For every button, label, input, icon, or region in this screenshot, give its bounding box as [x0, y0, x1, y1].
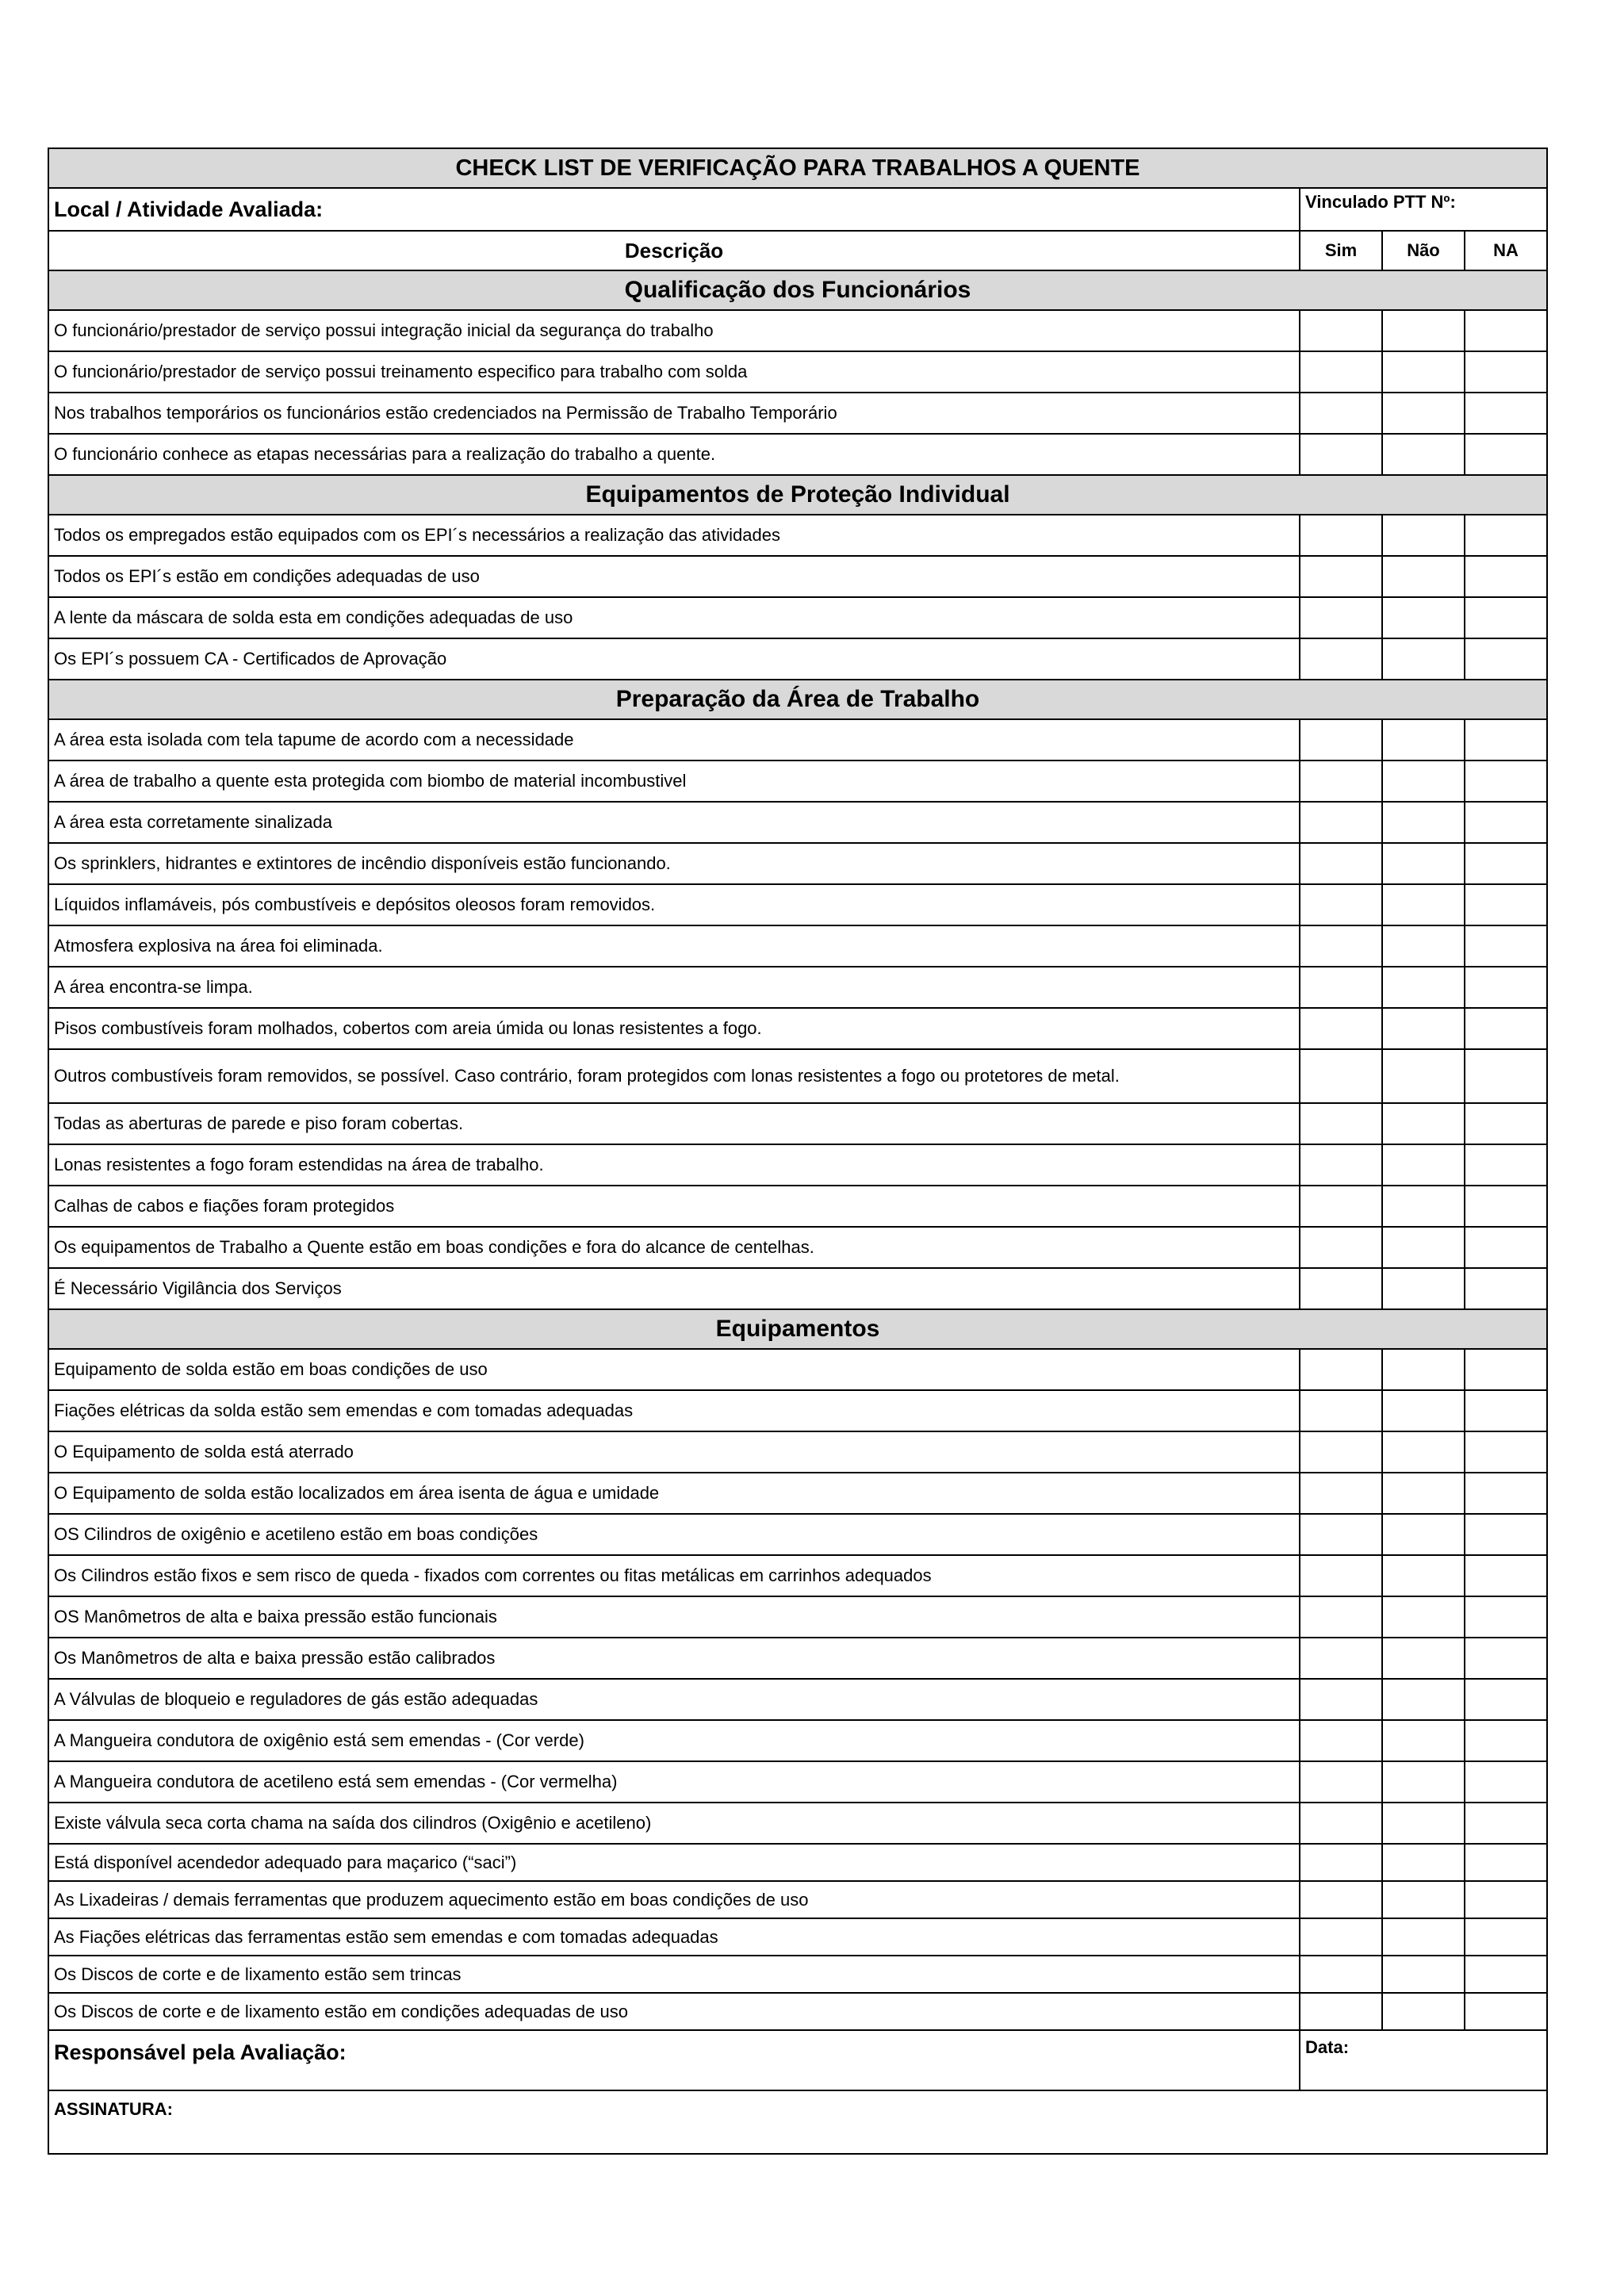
na-checkbox-cell[interactable]: [1465, 1720, 1547, 1761]
nao-checkbox-cell[interactable]: [1382, 1761, 1465, 1803]
na-checkbox-cell[interactable]: [1465, 597, 1547, 638]
na-checkbox-cell[interactable]: [1465, 1555, 1547, 1596]
sim-checkbox-cell[interactable]: [1300, 802, 1382, 843]
sim-checkbox-cell[interactable]: [1300, 310, 1382, 351]
checklist-table: [48, 148, 1548, 2155]
na-checkbox-cell[interactable]: [1465, 1390, 1547, 1431]
checklist-item-row: [48, 1390, 1547, 1431]
nao-checkbox-cell[interactable]: [1382, 1918, 1465, 1956]
checklist-item-text: Lonas resistentes a fogo foram estendidas na área de trabalho.: [48, 1144, 1300, 1186]
nao-checkbox-cell[interactable]: [1382, 1103, 1465, 1144]
sim-checkbox-cell[interactable]: [1300, 925, 1382, 967]
checklist-item-row: [48, 843, 1547, 884]
checklist-item-row: [48, 1349, 1547, 1390]
na-checkbox-cell[interactable]: [1465, 351, 1547, 393]
nao-checkbox-cell[interactable]: [1382, 1049, 1465, 1103]
checklist-item-row: [48, 638, 1547, 680]
checklist-item-row: [48, 1956, 1547, 1993]
sim-checkbox-cell[interactable]: [1300, 1390, 1382, 1431]
data-field[interactable]: Data:: [1300, 2030, 1547, 2090]
checklist-item-row: [48, 1761, 1547, 1803]
checklist-item-row: [48, 1144, 1547, 1186]
nao-checkbox-cell[interactable]: [1382, 925, 1465, 967]
checklist-item-text: Líquidos inflamáveis, pós combustíveis e depósitos oleosos foram removidos.: [48, 884, 1300, 925]
checklist-item-text: A Mangueira condutora de acetileno está sem emendas - (Cor vermelha): [48, 1761, 1300, 1803]
na-checkbox-cell[interactable]: [1465, 434, 1547, 475]
checklist-item-text: OS Manômetros de alta e baixa pressão estão funcionais: [48, 1596, 1300, 1638]
descricao-header: Descrição: [48, 231, 1300, 270]
checklist-item-text: A área esta isolada com tela tapume de acordo com a necessidade: [48, 719, 1300, 761]
nao-checkbox-cell[interactable]: [1382, 434, 1465, 475]
sim-checkbox-cell[interactable]: [1300, 1638, 1382, 1679]
checklist-item-text: Todas as aberturas de parede e piso foram cobertas.: [48, 1103, 1300, 1144]
checklist-item-text: O funcionário conhece as etapas necessárias para a realização do trabalho a quente.: [48, 434, 1300, 475]
checklist-item-text: O funcionário/prestador de serviço possui treinamento especifico para trabalho com solda: [48, 351, 1300, 393]
checklist-item-text: Fiações elétricas da solda estão sem emendas e com tomadas adequadas: [48, 1390, 1300, 1431]
checklist-item-text: Os Discos de corte e de lixamento estão sem trincas: [48, 1956, 1300, 1993]
nao-checkbox-cell[interactable]: [1382, 393, 1465, 434]
nao-checkbox-cell[interactable]: [1382, 1993, 1465, 2030]
na-checkbox-cell[interactable]: [1465, 1144, 1547, 1186]
checklist-item-text: É Necessário Vigilância dos Serviços: [48, 1268, 1300, 1309]
sim-header: Sim: [1300, 231, 1382, 270]
sim-checkbox-cell[interactable]: [1300, 1761, 1382, 1803]
sim-checkbox-cell[interactable]: [1300, 597, 1382, 638]
na-checkbox-cell[interactable]: [1465, 1596, 1547, 1638]
vinculado-ptt-field[interactable]: Vinculado PTT Nº:: [1300, 188, 1547, 231]
checklist-item-row: [48, 1227, 1547, 1268]
checklist-item-row: [48, 967, 1547, 1008]
na-checkbox-cell[interactable]: [1465, 556, 1547, 597]
checklist-item-text: Está disponível acendedor adequado para maçarico (“saci”): [48, 1844, 1300, 1881]
na-checkbox-cell[interactable]: [1465, 638, 1547, 680]
checklist-item-text: O Equipamento de solda está aterrado: [48, 1431, 1300, 1473]
checklist-item-row: [48, 1008, 1547, 1049]
nao-checkbox-cell[interactable]: [1382, 1390, 1465, 1431]
checklist-item-text: Calhas de cabos e fiações foram protegidos: [48, 1186, 1300, 1227]
nao-checkbox-cell[interactable]: [1382, 1227, 1465, 1268]
nao-checkbox-cell[interactable]: [1382, 1803, 1465, 1844]
sim-checkbox-cell[interactable]: [1300, 761, 1382, 802]
nao-checkbox-cell[interactable]: [1382, 1844, 1465, 1881]
sim-checkbox-cell[interactable]: [1300, 434, 1382, 475]
checklist-item-row: [48, 556, 1547, 597]
checklist-item-text: Os EPI´s possuem CA - Certificados de Aprovação: [48, 638, 1300, 680]
nao-checkbox-cell[interactable]: [1382, 638, 1465, 680]
nao-checkbox-cell[interactable]: [1382, 310, 1465, 351]
na-checkbox-cell[interactable]: [1465, 1103, 1547, 1144]
na-checkbox-cell[interactable]: [1465, 393, 1547, 434]
checklist-item-row: [48, 434, 1547, 475]
checklist-item-text: A área esta corretamente sinalizada: [48, 802, 1300, 843]
na-checkbox-cell[interactable]: [1465, 1956, 1547, 1993]
na-header: NA: [1465, 231, 1547, 270]
checklist-item-text: As Lixadeiras / demais ferramentas que produzem aquecimento estão em boas condições de uso: [48, 1881, 1300, 1918]
sim-checkbox-cell[interactable]: [1300, 1268, 1382, 1309]
nao-checkbox-cell[interactable]: [1382, 967, 1465, 1008]
sim-checkbox-cell[interactable]: [1300, 1918, 1382, 1956]
checklist-item-row: [48, 1679, 1547, 1720]
nao-checkbox-cell[interactable]: [1382, 597, 1465, 638]
sim-checkbox-cell[interactable]: [1300, 638, 1382, 680]
checklist-item-text: A Mangueira condutora de oxigênio está sem emendas - (Cor verde): [48, 1720, 1300, 1761]
nao-checkbox-cell[interactable]: [1382, 843, 1465, 884]
nao-checkbox-cell[interactable]: [1382, 1596, 1465, 1638]
sim-checkbox-cell[interactable]: [1300, 556, 1382, 597]
nao-checkbox-cell[interactable]: [1382, 1473, 1465, 1514]
na-checkbox-cell[interactable]: [1465, 1008, 1547, 1049]
na-checkbox-cell[interactable]: [1465, 1993, 1547, 2030]
na-checkbox-cell[interactable]: [1465, 1431, 1547, 1473]
checklist-item-row: [48, 884, 1547, 925]
assinatura-field[interactable]: ASSINATURA:: [48, 2090, 1547, 2154]
sim-checkbox-cell[interactable]: [1300, 1803, 1382, 1844]
checklist-item-text: A lente da máscara de solda esta em condições adequadas de uso: [48, 597, 1300, 638]
sim-checkbox-cell[interactable]: [1300, 1144, 1382, 1186]
checklist-item-row: [48, 1993, 1547, 2030]
na-checkbox-cell[interactable]: [1465, 761, 1547, 802]
na-checkbox-cell[interactable]: [1465, 1844, 1547, 1881]
na-checkbox-cell[interactable]: [1465, 310, 1547, 351]
checklist-item-row: [48, 761, 1547, 802]
checklist-item-row: [48, 1803, 1547, 1844]
checklist-item-row: [48, 1049, 1547, 1103]
section-header-row: [48, 1309, 1547, 1349]
nao-checkbox-cell[interactable]: [1382, 1349, 1465, 1390]
responsavel-row: [48, 2030, 1547, 2090]
nao-checkbox-cell[interactable]: [1382, 1186, 1465, 1227]
sim-checkbox-cell[interactable]: [1300, 1844, 1382, 1881]
checklist-item-text: OS Cilindros de oxigênio e acetileno estão em boas condições: [48, 1514, 1300, 1555]
checklist-item-text: Todos os EPI´s estão em condições adequadas de uso: [48, 556, 1300, 597]
checklist-item-row: [48, 310, 1547, 351]
na-checkbox-cell[interactable]: [1465, 843, 1547, 884]
nao-header: Não: [1382, 231, 1465, 270]
checklist-item-text: Os Manômetros de alta e baixa pressão estão calibrados: [48, 1638, 1300, 1679]
nao-checkbox-cell[interactable]: [1382, 515, 1465, 556]
nao-checkbox-cell[interactable]: [1382, 1144, 1465, 1186]
checklist-item-text: Pisos combustíveis foram molhados, cobertos com areia úmida ou lonas resistentes a fogo.: [48, 1008, 1300, 1049]
responsavel-field[interactable]: Responsável pela Avaliação:: [48, 2030, 1300, 2090]
na-checkbox-cell[interactable]: [1465, 802, 1547, 843]
local-atividade-field[interactable]: Local / Atividade Avaliada:: [48, 188, 1300, 231]
section-title: Preparação da Área de Trabalho: [48, 680, 1547, 719]
nao-checkbox-cell[interactable]: [1382, 1720, 1465, 1761]
local-row: [48, 188, 1547, 231]
sim-checkbox-cell[interactable]: [1300, 1103, 1382, 1144]
section-header-row: [48, 475, 1547, 515]
sim-checkbox-cell[interactable]: [1300, 1186, 1382, 1227]
na-checkbox-cell[interactable]: [1465, 1186, 1547, 1227]
checklist-item-row: [48, 802, 1547, 843]
section-title: Equipamentos de Proteção Individual: [48, 475, 1547, 515]
sim-checkbox-cell[interactable]: [1300, 1720, 1382, 1761]
sim-checkbox-cell[interactable]: [1300, 967, 1382, 1008]
checklist-item-text: A Válvulas de bloqueio e reguladores de gás estão adequadas: [48, 1679, 1300, 1720]
nao-checkbox-cell[interactable]: [1382, 1431, 1465, 1473]
sim-checkbox-cell[interactable]: [1300, 1555, 1382, 1596]
na-checkbox-cell[interactable]: [1465, 515, 1547, 556]
checklist-item-text: Nos trabalhos temporários os funcionários estão credenciados na Permissão de Trabalho Temporário: [48, 393, 1300, 434]
sim-checkbox-cell[interactable]: [1300, 1349, 1382, 1390]
checklist-item-row: [48, 1881, 1547, 1918]
checklist-item-text: Existe válvula seca corta chama na saída dos cilindros (Oxigênio e acetileno): [48, 1803, 1300, 1844]
checklist-item-text: Os sprinklers, hidrantes e extintores de incêndio disponíveis estão funcionando.: [48, 843, 1300, 884]
na-checkbox-cell[interactable]: [1465, 1227, 1547, 1268]
checklist-item-row: [48, 1186, 1547, 1227]
na-checkbox-cell[interactable]: [1465, 1268, 1547, 1309]
checklist-item-text: A área encontra-se limpa.: [48, 967, 1300, 1008]
checklist-item-row: [48, 1720, 1547, 1761]
checklist-item-row: [48, 1555, 1547, 1596]
checklist-item-row: [48, 719, 1547, 761]
section-title: Qualificação dos Funcionários: [48, 270, 1547, 310]
checklist-item-row: [48, 1268, 1547, 1309]
checklist-item-text: A área de trabalho a quente esta protegida com biombo de material incombustivel: [48, 761, 1300, 802]
sim-checkbox-cell[interactable]: [1300, 1049, 1382, 1103]
checklist-item-text: Equipamento de solda estão em boas condições de uso: [48, 1349, 1300, 1390]
section-title: Equipamentos: [48, 1309, 1547, 1349]
sim-checkbox-cell[interactable]: [1300, 1596, 1382, 1638]
na-checkbox-cell[interactable]: [1465, 1349, 1547, 1390]
nao-checkbox-cell[interactable]: [1382, 1008, 1465, 1049]
checklist-item-row: [48, 1473, 1547, 1514]
sim-checkbox-cell[interactable]: [1300, 515, 1382, 556]
sim-checkbox-cell[interactable]: [1300, 843, 1382, 884]
checklist-item-row: [48, 1514, 1547, 1555]
sim-checkbox-cell[interactable]: [1300, 1008, 1382, 1049]
checklist-item-row: [48, 515, 1547, 556]
column-header-row: [48, 231, 1547, 270]
na-checkbox-cell[interactable]: [1465, 719, 1547, 761]
sim-checkbox-cell[interactable]: [1300, 1956, 1382, 1993]
na-checkbox-cell[interactable]: [1465, 1679, 1547, 1720]
na-checkbox-cell[interactable]: [1465, 1638, 1547, 1679]
checklist-item-text: O funcionário/prestador de serviço possui integração inicial da segurança do trabalho: [48, 310, 1300, 351]
checklist-item-row: [48, 351, 1547, 393]
nao-checkbox-cell[interactable]: [1382, 761, 1465, 802]
na-checkbox-cell[interactable]: [1465, 884, 1547, 925]
checklist-item-row: [48, 925, 1547, 967]
na-checkbox-cell[interactable]: [1465, 1473, 1547, 1514]
checklist-item-row: [48, 1103, 1547, 1144]
checklist-item-text: Todos os empregados estão equipados com os EPI´s necessários a realização das atividades: [48, 515, 1300, 556]
sim-checkbox-cell[interactable]: [1300, 1431, 1382, 1473]
nao-checkbox-cell[interactable]: [1382, 1555, 1465, 1596]
nao-checkbox-cell[interactable]: [1382, 351, 1465, 393]
checklist-item-text: Os equipamentos de Trabalho a Quente estão em boas condições e fora do alcance de centelhas.: [48, 1227, 1300, 1268]
checklist-item-text: Os Discos de corte e de lixamento estão em condições adequadas de uso: [48, 1993, 1300, 2030]
sim-checkbox-cell[interactable]: [1300, 884, 1382, 925]
checklist-item-row: [48, 1918, 1547, 1956]
na-checkbox-cell[interactable]: [1465, 1049, 1547, 1103]
nao-checkbox-cell[interactable]: [1382, 884, 1465, 925]
nao-checkbox-cell[interactable]: [1382, 1679, 1465, 1720]
form-title: CHECK LIST DE VERIFICAÇÃO PARA TRABALHOS A QUENTE: [48, 148, 1547, 188]
na-checkbox-cell[interactable]: [1465, 1514, 1547, 1555]
nao-checkbox-cell[interactable]: [1382, 1956, 1465, 1993]
sim-checkbox-cell[interactable]: [1300, 1514, 1382, 1555]
checklist-item-row: [48, 1638, 1547, 1679]
na-checkbox-cell[interactable]: [1465, 967, 1547, 1008]
na-checkbox-cell[interactable]: [1465, 1918, 1547, 1956]
nao-checkbox-cell[interactable]: [1382, 1881, 1465, 1918]
checklist-item-text: Atmosfera explosiva na área foi eliminada.: [48, 925, 1300, 967]
sim-checkbox-cell[interactable]: [1300, 1227, 1382, 1268]
na-checkbox-cell[interactable]: [1465, 925, 1547, 967]
na-checkbox-cell[interactable]: [1465, 1761, 1547, 1803]
assinatura-row: [48, 2090, 1547, 2154]
nao-checkbox-cell[interactable]: [1382, 1514, 1465, 1555]
sim-checkbox-cell[interactable]: [1300, 719, 1382, 761]
sim-checkbox-cell[interactable]: [1300, 1679, 1382, 1720]
sim-checkbox-cell[interactable]: [1300, 1993, 1382, 2030]
sim-checkbox-cell[interactable]: [1300, 1881, 1382, 1918]
checklist-item-text: Os Cilindros estão fixos e sem risco de queda - fixados com correntes ou fitas metálicas em carrinhos adequados: [48, 1555, 1300, 1596]
nao-checkbox-cell[interactable]: [1382, 802, 1465, 843]
nao-checkbox-cell[interactable]: [1382, 1268, 1465, 1309]
sim-checkbox-cell[interactable]: [1300, 351, 1382, 393]
checklist-item-row: [48, 597, 1547, 638]
na-checkbox-cell[interactable]: [1465, 1803, 1547, 1844]
sim-checkbox-cell[interactable]: [1300, 1473, 1382, 1514]
checklist-item-row: [48, 393, 1547, 434]
checklist-item-row: [48, 1844, 1547, 1881]
na-checkbox-cell[interactable]: [1465, 1881, 1547, 1918]
nao-checkbox-cell[interactable]: [1382, 1638, 1465, 1679]
nao-checkbox-cell[interactable]: [1382, 719, 1465, 761]
checklist-item-text: O Equipamento de solda estão localizados em área isenta de água e umidade: [48, 1473, 1300, 1514]
checklist-item-row: [48, 1596, 1547, 1638]
title-row: [48, 148, 1547, 188]
section-header-row: [48, 270, 1547, 310]
section-header-row: [48, 680, 1547, 719]
checklist-item-row: [48, 1431, 1547, 1473]
nao-checkbox-cell[interactable]: [1382, 556, 1465, 597]
sim-checkbox-cell[interactable]: [1300, 393, 1382, 434]
checklist-item-text: As Fiações elétricas das ferramentas estão sem emendas e com tomadas adequadas: [48, 1918, 1300, 1956]
checklist-item-text: Outros combustíveis foram removidos, se possível. Caso contrário, foram protegidos com lonas resistentes a fogo ou protetores de metal.: [48, 1049, 1300, 1103]
